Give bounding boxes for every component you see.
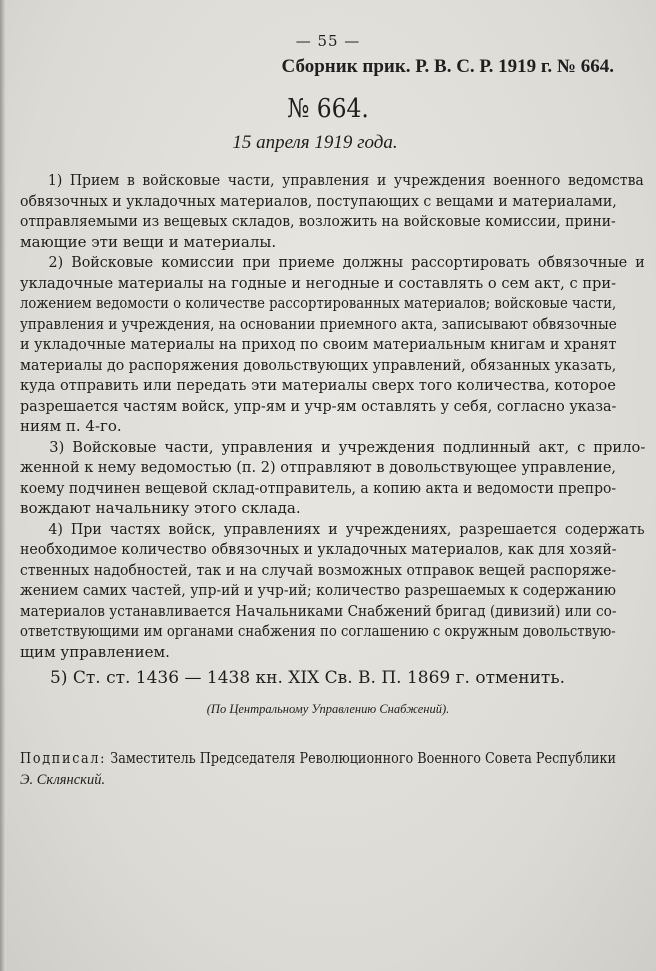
body-line: необходимое количество обвязочных и укладочных материалов, как для хозяй- bbox=[20, 540, 617, 558]
body-line: 5) Ст. ст. 1436 — 1438 кн. XIX Св. В. П. 1869 г. отменить. bbox=[50, 668, 565, 688]
body-line: 1) Прием в войсковые части, управления и учреждения военного ведомства bbox=[47, 171, 644, 189]
body-line: материалов устанавливается Начальниками Снабжений бригад (дивизий) или со- bbox=[20, 601, 617, 620]
body-line: ответствующими им органами снабжения по соглашению с окружным довольствую- bbox=[20, 622, 616, 640]
body-line: ственных надобностей, так и на случай возможных отправок вещей распоряже- bbox=[20, 560, 616, 579]
page-number: — 55 — bbox=[295, 32, 361, 50]
body-line: отправляемыми из вещевых складов, возложить на войсковые комиссии, прини- bbox=[20, 212, 616, 230]
collection-header: Сборник прик. Р. В. С. Р. 1919 г. № 664. bbox=[281, 56, 614, 77]
source-note: (По Центральному Управлению Снабжений). bbox=[206, 702, 450, 716]
body-line: 2) Войсковые комиссии при приеме должны рассортировать обвязочные и bbox=[48, 253, 645, 271]
body-line: куда отправить или передать эти материалы сверх того количества, которое bbox=[20, 376, 616, 394]
body-line: ложением ведомости о количестве рассортированных материалов; войсковые части, bbox=[20, 294, 617, 312]
body-line: и укладочные материалы на приход по своим материальным книгам и хранят bbox=[20, 335, 617, 353]
body-line: укладочные материалы на годные и негодные и составлять о сем акт, с при- bbox=[20, 273, 617, 292]
order-body bbox=[20, 170, 646, 690]
body-line: щим управлением. bbox=[20, 642, 170, 661]
body-line: жением самих частей, упр-ий и учр-ий; количество разрешаемых к содержанию bbox=[20, 581, 616, 599]
body-line: управления и учреждения, на основании приемного акта, записывают обвязочные bbox=[20, 314, 617, 333]
body-line: ниям п. 4-го. bbox=[20, 417, 122, 435]
body-line: женной к нему ведомостью (п. 2) отправляют в довольствующее управление, bbox=[20, 458, 617, 476]
body-line: разрешается частям войск, упр-ям и учр-ям оставлять у себя, согласно указа- bbox=[20, 396, 617, 415]
order-number: № 664. bbox=[287, 94, 369, 124]
body-line: вождают начальнику этого склада. bbox=[20, 499, 301, 517]
body-line: 4) При частях войск, управлениях и учреждениях, разрешается содержать bbox=[48, 519, 645, 538]
signature-block bbox=[20, 748, 616, 791]
body-line: материалы до распоряжения довольствующих управлений, обязанных указать, bbox=[20, 355, 616, 374]
signatory-name: Э. Склянский. bbox=[20, 771, 106, 788]
body-line: 3) Войсковые части, управления и учреждения подлинный акт, с прило- bbox=[49, 437, 646, 456]
order-date: 15 апреля 1919 года. bbox=[232, 132, 398, 153]
signature-line bbox=[20, 748, 616, 769]
signature-text: Заместитель Председателя Революционного Военного Совета Республики bbox=[110, 749, 616, 767]
body-line: обвязочных и укладочных материалов, поступающих с вещами и материалами, bbox=[20, 191, 617, 210]
body-line: мающие эти вещи и материалы. bbox=[20, 232, 277, 251]
signature-label: Подписал: bbox=[20, 749, 107, 767]
body-line: коему подчинен вещевой склад-отправитель, а копию акта и ведомости препро- bbox=[20, 478, 617, 497]
